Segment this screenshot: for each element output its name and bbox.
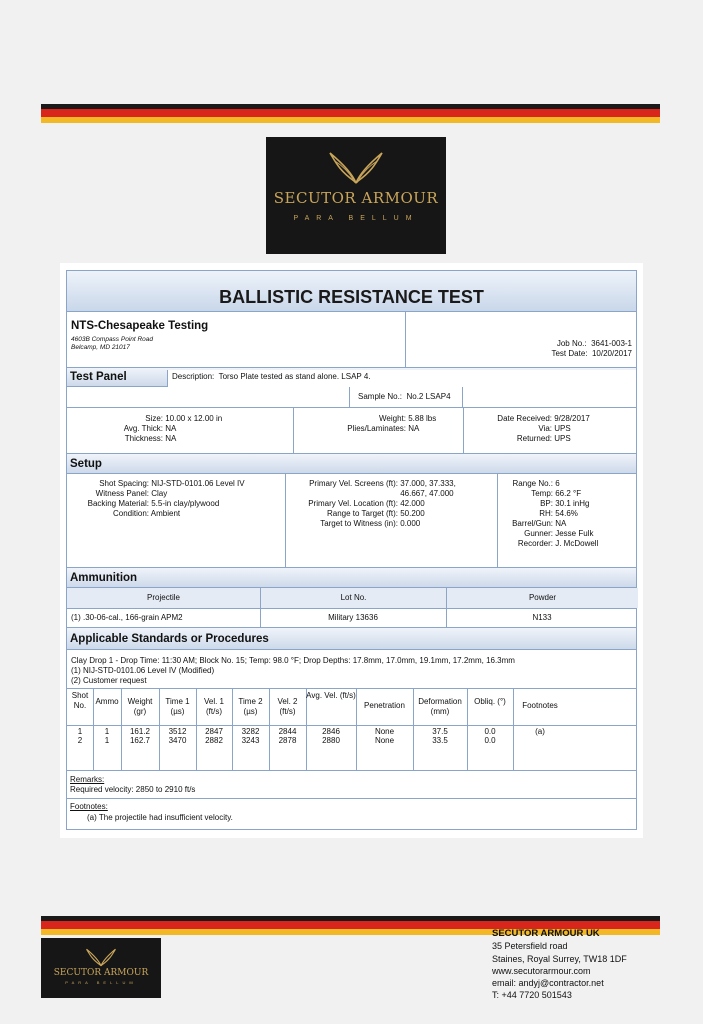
shots-cell: 1: [104, 727, 110, 736]
via-label: Via:: [538, 424, 552, 433]
vel-location-value: 42.000: [400, 499, 425, 508]
shots-cell: 0.0: [484, 727, 496, 736]
lab-address-1: 4603B Compass Point Road: [71, 336, 154, 343]
remarks-text: Required velocity: 2850 to 2910 ft/s: [70, 785, 196, 794]
shots-cell: 2844: [278, 727, 297, 736]
panel-details-col1: [67, 414, 293, 444]
ammo-header-projectile: Projectile: [67, 588, 260, 608]
description: [167, 370, 636, 387]
gunner-label: Gunner:: [524, 529, 553, 538]
test-date: [551, 349, 632, 359]
ammo-projectile: (1) .30-06-cal., 166-grain APM2: [71, 613, 183, 622]
setup-col2: [285, 479, 497, 529]
target-to-witness-value: 0.000: [400, 519, 421, 528]
size-value: 10.00 x 12.00 in: [165, 414, 223, 423]
shots-header-cell: Vel. 2 (ft/s): [277, 697, 298, 716]
shots-cell: 3282: [241, 727, 260, 736]
setup-col1: [67, 479, 285, 519]
footnotes-label: Footnotes:: [70, 802, 108, 811]
remarks-label: Remarks:: [70, 775, 105, 784]
footer-address-1: 35 Petersfield road: [492, 941, 568, 952]
lab-name: NTS-Chesapeake Testing: [71, 320, 209, 332]
ammo-header-lot: Lot No.: [260, 588, 446, 608]
plies-value: NA: [408, 424, 420, 433]
description-value: Torso Plate tested as stand alone. LSAP 4.: [218, 372, 371, 381]
avg-thick-value: NA: [165, 424, 177, 433]
recorder-value: J. McDowell: [555, 539, 599, 548]
standards-heading: Applicable Standards or Procedures: [67, 627, 636, 650]
witness-panel-value: Clay: [151, 489, 168, 498]
thickness-value: NA: [165, 434, 177, 443]
temp-value: 66.2 °F: [555, 489, 582, 498]
ammo-lot: Military 13636: [328, 613, 378, 622]
shots-cell: None: [374, 727, 395, 736]
sample-label: Sample No.:: [358, 392, 403, 401]
header-stripe: [41, 104, 660, 123]
weight-value: 5.88 lbs: [408, 414, 437, 423]
avg-thick-label: Avg. Thick:: [123, 424, 163, 433]
shots-cell: 2: [77, 736, 83, 745]
shots-cell: 0.0: [484, 736, 496, 745]
date-received-value: 9/28/2017: [554, 414, 590, 423]
shots-header-cell: Vel. 1 (ft/s): [203, 697, 224, 716]
description-label: Description:: [172, 372, 215, 381]
rh-value: 54.6%: [555, 509, 578, 518]
shots-header-cell: Penetration: [364, 701, 405, 710]
shots-cell: 1: [77, 727, 83, 736]
range-to-target-value: 50.200: [400, 509, 425, 518]
ammo-powder: N133: [532, 613, 552, 622]
standards-line-1: Clay Drop 1 - Drop Time: 11:30 AM; Block No. 15; Temp: 98.0 °F; Drop Depths: 17.8mm, 17.0mm, 19.1mm, 17.2mm, 16.3mm: [71, 656, 515, 665]
condition-value: Ambient: [150, 509, 181, 518]
footer-phone: T: +44 7720 501543: [492, 990, 572, 1001]
shots-cell: 2846: [322, 727, 340, 736]
range-to-target-label: Range to Target (ft):: [327, 509, 398, 518]
shots-header-cell: Deformation (mm): [418, 697, 462, 716]
shots-cell: 2880: [322, 736, 340, 745]
bp-value: 30.1 inHg: [555, 499, 590, 508]
target-to-witness-label: Target to Witness (in):: [320, 519, 398, 528]
footer-website[interactable]: www.secutorarmour.com: [492, 965, 591, 976]
returned-label: Returned:: [516, 434, 552, 443]
footer-address: [492, 928, 627, 1002]
weight-label: Weight:: [379, 414, 406, 423]
vel-screens-value-cont: 46.667, 47.000: [400, 489, 454, 498]
wings-icon: [84, 947, 118, 967]
wings-icon: [326, 149, 386, 185]
standards-line-2: (1) NIJ-STD-0101.06 Level IV (Modified): [71, 666, 215, 675]
shot-spacing-label: Shot Spacing:: [99, 479, 149, 488]
ammunition-heading: Ammunition: [67, 567, 636, 588]
test-panel-heading-text: Test Panel: [70, 371, 127, 383]
company-logo: [266, 137, 446, 254]
rh-label: RH:: [539, 509, 553, 518]
via-value: UPS: [554, 424, 571, 433]
shots-cell: 3470: [168, 736, 187, 745]
job-number-label: Job No.:: [556, 339, 587, 348]
footer-logo: [41, 938, 161, 998]
range-no-label: Range No.:: [512, 479, 553, 488]
test-date-label: Test Date:: [551, 349, 588, 358]
shots-cell: 161.2: [129, 727, 151, 736]
shots-header-cell: Weight (gr): [127, 697, 153, 716]
panel-details-col3: [463, 414, 638, 444]
shots-cell: 2882: [205, 736, 223, 745]
shot-spacing-value: NIJ-STD-0101.06 Level IV: [151, 479, 245, 488]
thickness-label: Thickness:: [124, 434, 163, 443]
shots-cell: 162.7: [129, 736, 151, 745]
ammo-header-powder: Powder: [446, 588, 638, 608]
returned-value: UPS: [554, 434, 571, 443]
shots-cell: (a): [535, 727, 545, 736]
vel-screens-label: Primary Vel. Screens (ft):: [309, 479, 398, 488]
footer-logo-name: SECUTOR ARMOUR: [53, 968, 149, 978]
logo-motto: PARA BELLUM: [293, 215, 419, 222]
sample-value: No.2 LSAP4: [406, 392, 451, 401]
lab-address-2: Belcamp, MD 21017: [71, 344, 130, 351]
condition-label: Condition:: [112, 509, 149, 518]
report-title: BALLISTIC RESISTANCE TEST: [67, 271, 636, 312]
footer-company: SECUTOR ARMOUR UK: [492, 928, 600, 939]
shots-header-cell: Obliq. (°): [474, 697, 506, 706]
shots-header-cell: Time 2 (µs): [238, 697, 263, 716]
date-received-label: Date Received:: [497, 414, 552, 423]
logo-company-name: SECUTOR ARMOUR: [273, 189, 439, 207]
size-label: Size:: [145, 414, 163, 423]
shots-header-cell: Shot No.: [71, 691, 89, 710]
shots-header-cell: Avg. Vel. (ft/s): [306, 691, 356, 700]
footer-email[interactable]: email: andyj@contractor.net: [492, 978, 604, 989]
backing-material-value: 5.5-in clay/plywood: [151, 499, 220, 508]
vel-location-label: Primary Vel. Location (ft):: [308, 499, 398, 508]
range-no-value: 6: [555, 479, 560, 488]
bp-label: BP:: [540, 499, 553, 508]
panel-details-col2: [293, 414, 463, 434]
shots-table: [67, 688, 636, 771]
backing-material-label: Backing Material:: [87, 499, 149, 508]
recorder-label: Recorder:: [517, 539, 553, 548]
shots-cell: 1: [104, 736, 110, 745]
shots-cell: 2847: [205, 727, 223, 736]
job-number: [557, 339, 632, 349]
gunner-value: Jesse Fulk: [555, 529, 594, 538]
standards-line-3: (2) Customer request: [71, 676, 147, 685]
footnotes-text: (a) The projectile had insufficient velocity.: [87, 813, 233, 822]
vel-screens-value: 37.000, 37.333,: [400, 479, 456, 488]
shots-header-cell: Ammo: [95, 697, 119, 706]
barrel-gun-label: Barrel/Gun:: [512, 519, 553, 528]
barrel-gun-value: NA: [555, 519, 567, 528]
footer-logo-motto: PARA BELLUM: [65, 980, 137, 985]
setup-heading: Setup: [67, 453, 636, 474]
shots-header-cell: Time 1 (µs): [165, 697, 190, 716]
plies-label: Plies/Laminates:: [347, 424, 406, 433]
shots-cell: 2878: [278, 736, 297, 745]
test-date-value: 10/20/2017: [591, 349, 632, 358]
shots-cell: 3243: [241, 736, 260, 745]
sample-number: [349, 387, 463, 407]
setup-col3: [497, 479, 638, 549]
footer-address-2: Staines, Royal Surrey, TW18 1DF: [492, 953, 627, 964]
shots-cell: None: [374, 736, 395, 745]
witness-panel-label: Witness Panel:: [95, 489, 149, 498]
shots-cell: 3512: [168, 727, 187, 736]
job-number-value: 3641-003-1: [591, 339, 632, 348]
shots-cell: 37.5: [432, 727, 448, 736]
shots-header-cell: Footnotes: [522, 701, 558, 710]
report-frame: [66, 270, 637, 830]
temp-label: Temp:: [531, 489, 553, 498]
test-report-document: [60, 263, 643, 838]
shots-cell: 33.5: [432, 736, 448, 745]
